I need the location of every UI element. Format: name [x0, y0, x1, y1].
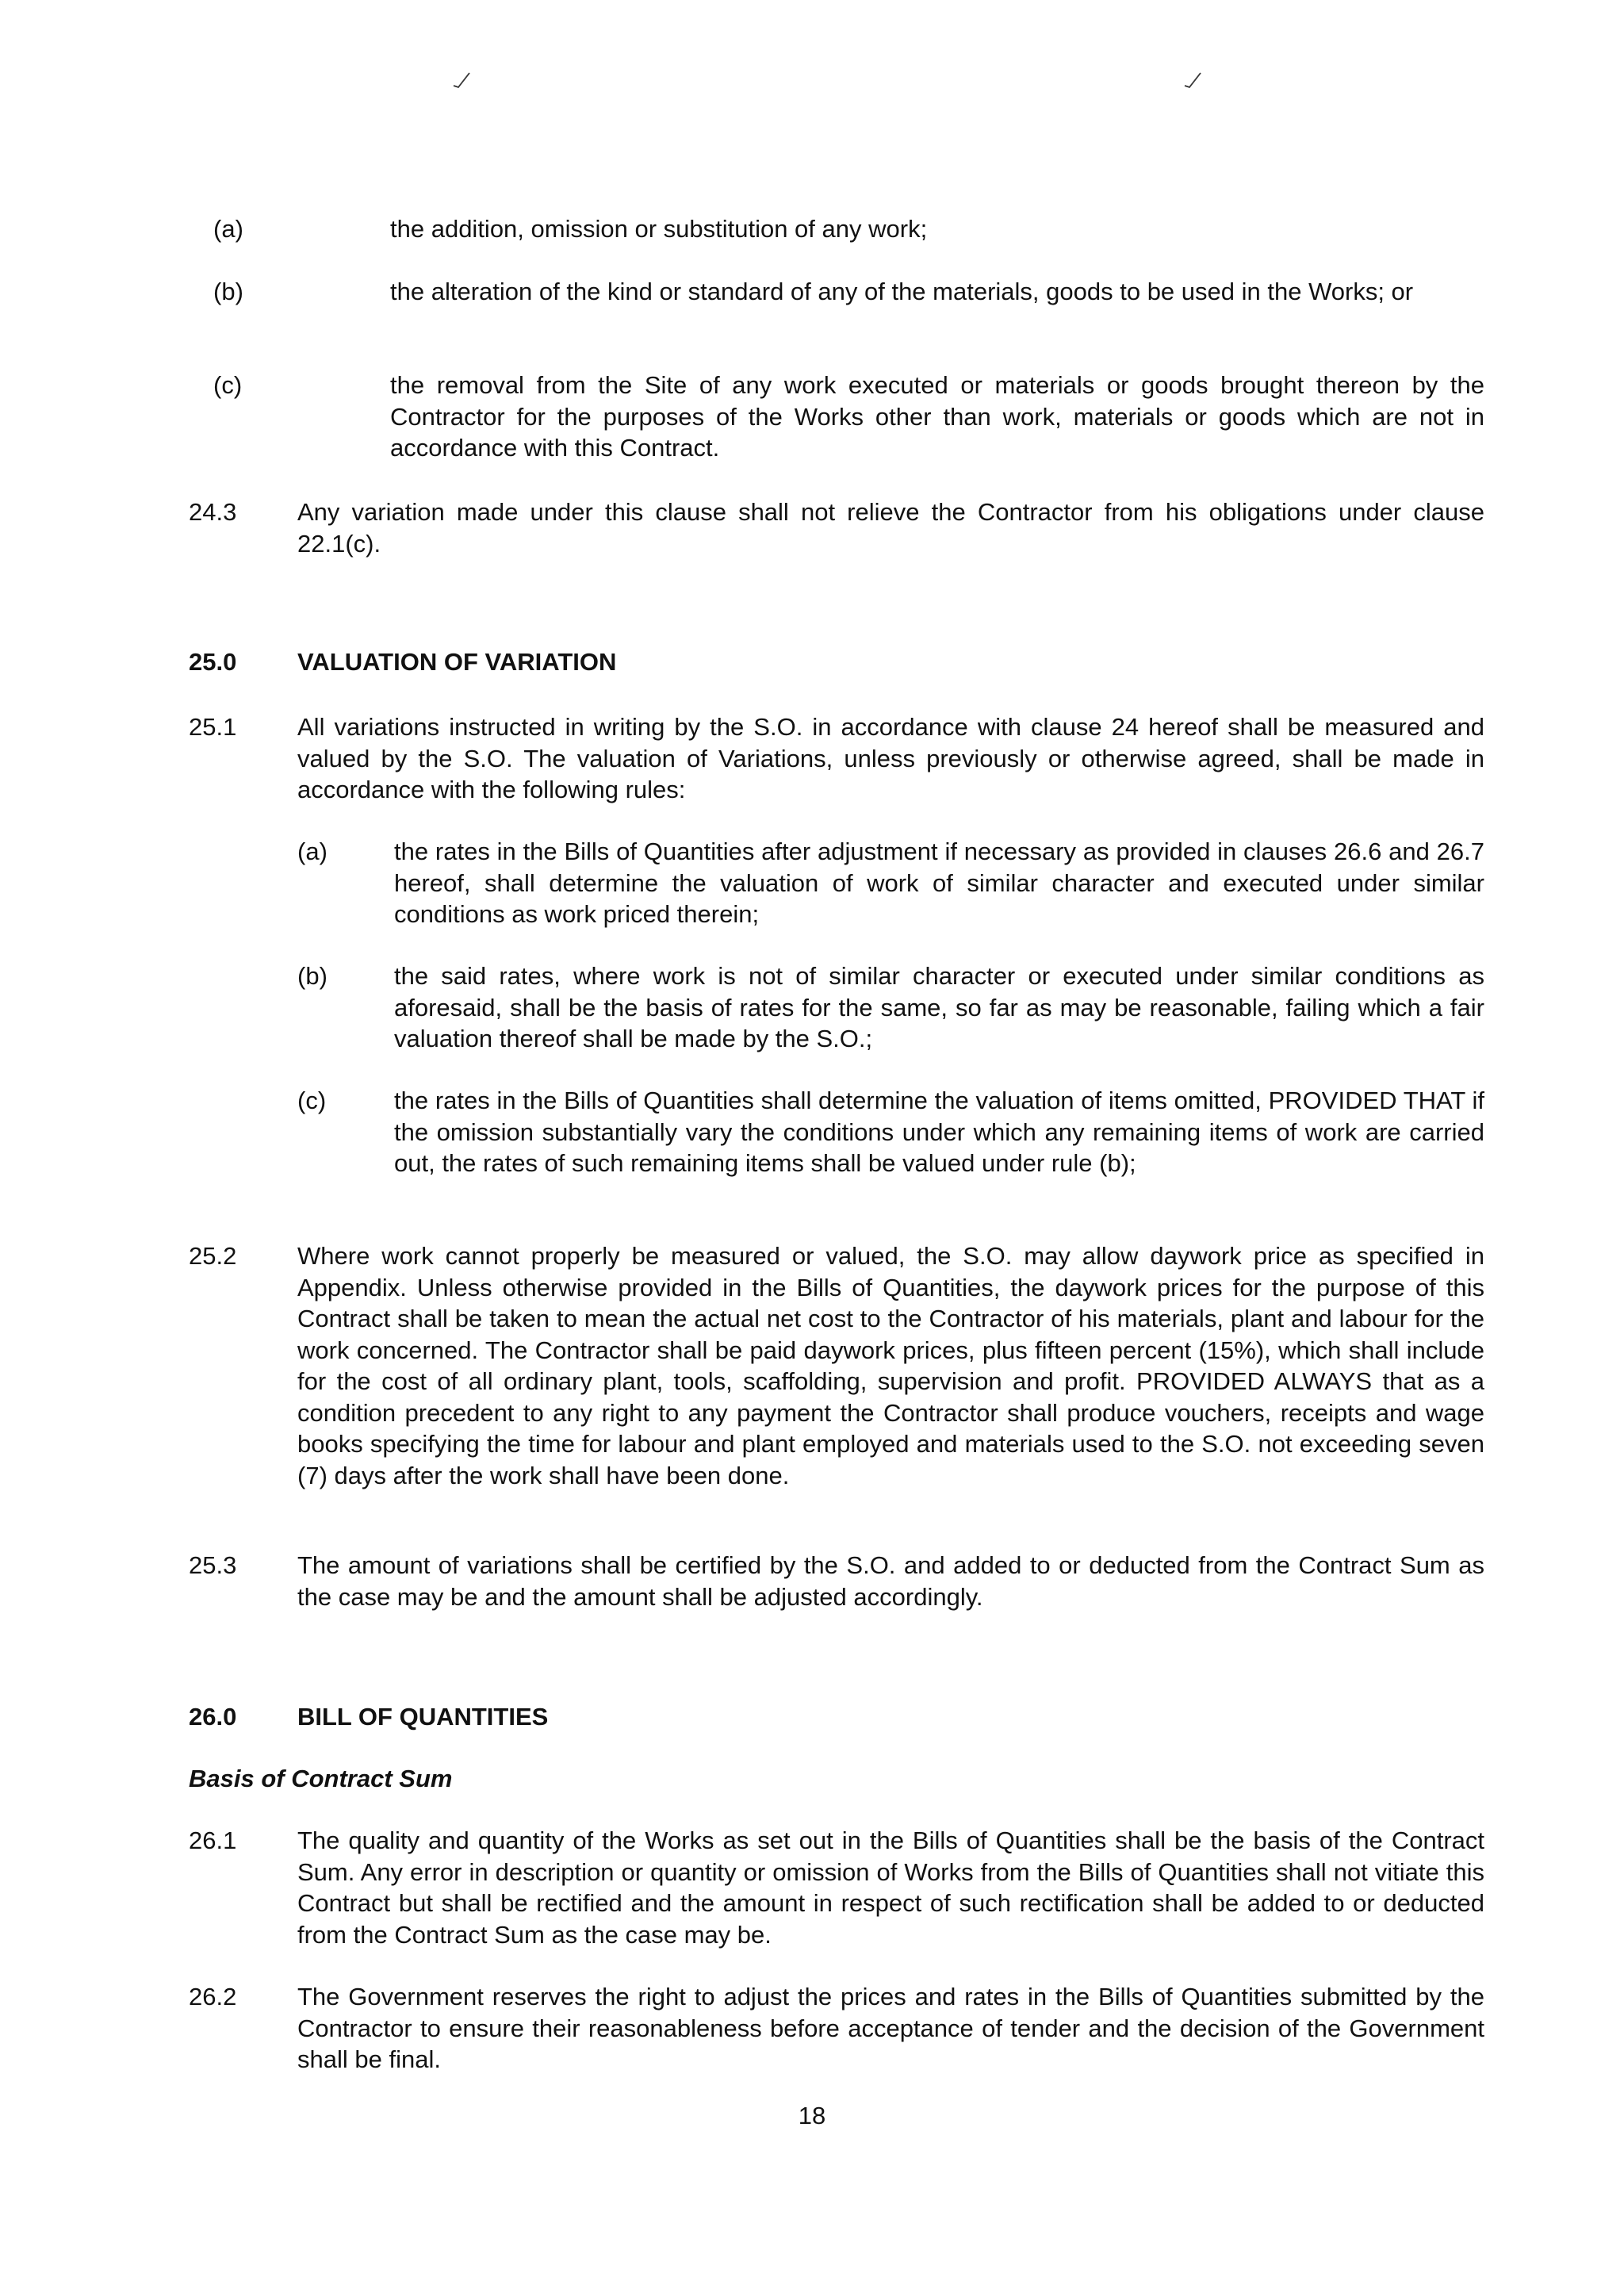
- rule-text: the rates in the Bills of Quantities shall determine the valuation of items omitted, PROVIDED THAT if the omission substantially vary the conditions under which any remaining items of work are carried out, the rates of such remaining items shall be valued under rule (b);: [394, 1087, 1484, 1177]
- clause-text: Where work cannot properly be measured or valued, the S.O. may allow daywork price as specified in Appendix. Unless otherwise provided in the Bills of Quantities, the daywork prices for the purpose of this Contract shall be taken to mean the actual net cost to the Contractor of his materials, plant and labour for the work concerned. The Contractor shall be paid daywork prices, plus fifteen percent (15%), which shall include for the cost of all ordinary plant, tools, scaffolding, supervision and profit. PROVIDED ALWAYS that as a condition precedent to any right to any payment the Contractor shall produce vouchers, receipts and wage books specifying the time for labour and plant employed and materials used to the S.O. not exceeding seven (7) days after the work shall have been done.: [297, 1242, 1484, 1489]
- pen-tick-mark-left: [452, 70, 471, 89]
- clause-text: The quality and quantity of the Works as set out in the Bills of Quantities shall be the basis of the Contract Sum. Any error in description or quantity or omission of Works from the Bills of Quantities shall not vitiate this Contract but shall be rectified and the amount in respect of such rectification shall be added to or deducted from the Contract Sum as the case may be.: [297, 1826, 1484, 1949]
- clause-number: 24.3: [189, 498, 237, 526]
- rule-label: (b): [297, 962, 327, 990]
- subheading: Basis of Contract Sum: [189, 1765, 453, 1792]
- page-number: 18: [798, 2102, 826, 2129]
- item-text: the removal from the Site of any work executed or materials or goods brought thereon by the Contractor for the purposes of the Works other than work, materials or goods which are not in accordance with this Contract.: [390, 371, 1484, 462]
- clause-text: Any variation made under this clause shall not relieve the Contractor from his obligations under clause 22.1(c).: [297, 498, 1484, 558]
- rule-text: the said rates, where work is not of similar character or executed under similar conditions as aforesaid, shall be the basis of rates for the same, so far as may be reasonable, failing which a fair valuation thereof shall be made by the S.O.;: [394, 962, 1484, 1052]
- item-label: (a): [213, 215, 243, 243]
- section-number: 26.0: [189, 1703, 237, 1731]
- section-title: VALUATION OF VARIATION: [297, 648, 617, 676]
- pen-tick-mark-right: [1183, 70, 1202, 89]
- section-title: BILL OF QUANTITIES: [297, 1703, 549, 1731]
- clause-number: 25.1: [189, 713, 237, 741]
- rule-label: (a): [297, 838, 327, 865]
- clause-number: 26.1: [189, 1826, 237, 1854]
- rule-text: the rates in the Bills of Quantities after adjustment if necessary as provided in clauses 26.6 and 26.7 hereof, shall determine the valuation of work of similar character and executed under similar conditions as work priced therein;: [394, 838, 1484, 928]
- item-label: (b): [213, 278, 243, 305]
- item-label: (c): [213, 371, 243, 399]
- clause-number: 25.3: [189, 1551, 237, 1579]
- rule-label: (c): [297, 1087, 327, 1114]
- clause-text: The Government reserves the right to adjust the prices and rates in the Bills of Quantities submitted by the Contractor to ensure their reasonableness before acceptance of tender and the decision of the Government shall be final.: [297, 1983, 1484, 2073]
- clause-number: 25.2: [189, 1242, 237, 1270]
- clause-text: The amount of variations shall be certified by the S.O. and added to or deducted from the Contract Sum as the case may be and the amount shall be adjusted accordingly.: [297, 1551, 1484, 1611]
- clause-text: All variations instructed in writing by the S.O. in accordance with clause 24 hereof shall be measured and valued by the S.O. The valuation of Variations, unless previously or otherwise agreed, shall be made in accordance with the following rules:: [297, 713, 1484, 803]
- item-text: the alteration of the kind or standard of any of the materials, goods to be used in the Works; or: [390, 278, 1414, 305]
- section-number: 25.0: [189, 648, 237, 676]
- item-text: the addition, omission or substitution of any work;: [390, 215, 928, 243]
- clause-number: 26.2: [189, 1983, 237, 2010]
